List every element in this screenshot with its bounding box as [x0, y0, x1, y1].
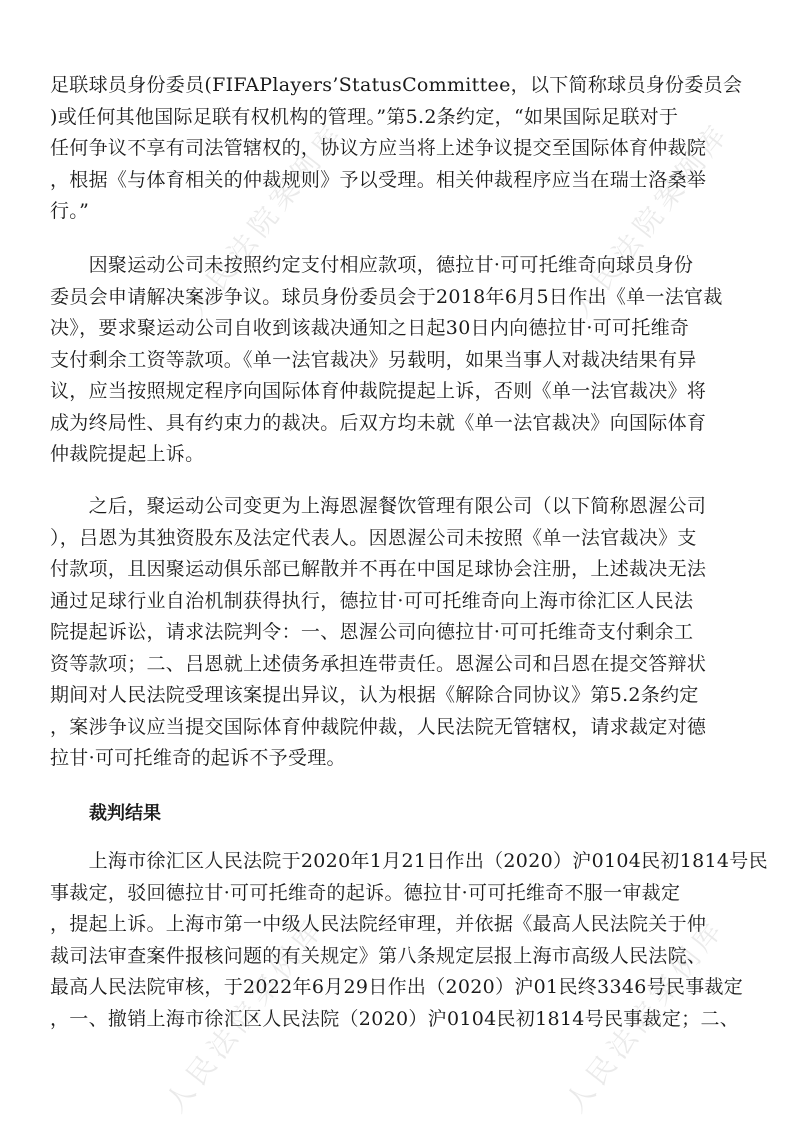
text-line: 之后，聚运动公司变更为上海恩渥餐饮管理有限公司（以下简称恩渥公司	[50, 495, 707, 517]
text-line: 最高人民法院审核，于2022年6月29日作出（2020）沪01民终3346号民事裁定	[50, 976, 744, 998]
text-line: 行。”	[50, 200, 90, 222]
text-line: 通过足球行业自治机制获得执行，德拉甘·可可托维奇向上海市徐汇区人民法	[50, 589, 694, 612]
text-line: 成为终局性、具有约束力的裁决。后双方均未就《单一法官裁决》向国际体育	[50, 411, 707, 434]
text-line: 院提起诉讼，请求法院判令：一、恩渥公司向德拉甘·可可托维奇支付剩余工	[50, 621, 694, 643]
text-line: 付款项，且因聚运动俱乐部已解散并不再在中国足球协会注册，上述裁决无法	[50, 558, 707, 580]
watermark-text: 人民法院案例库	[558, 910, 732, 1119]
text-line: 任何争议不享有司法管辖权的，协议方应当将上述争议提交至国际体育仲裁院	[50, 137, 707, 159]
watermark-text: 人民法院案例库	[563, 115, 737, 324]
text-line: 委员会申请解决案涉争议。球员身份委员会于2018年6月5日作出《单一法官裁	[50, 285, 723, 308]
text-line: 仲裁院提起上诉。	[50, 443, 205, 465]
paragraph	[50, 491, 730, 775]
text-line: ，提起上诉。上海市第一中级人民法院经审理，并依据《最高人民法院关于仲	[50, 913, 707, 935]
text-line: ，根据《与体育相关的仲裁规则》予以受理。相关仲裁程序应当在瑞士洛桑举	[50, 168, 707, 191]
text-line: 事裁定，驳回德拉甘·可可托维奇的起诉。德拉甘·可可托维奇不服一审裁定	[50, 881, 681, 904]
text-line: 资等款项；二、吕恩就上述债务承担连带责任。恩渥公司和吕恩在提交答辩状	[50, 652, 707, 675]
text-line: 支付剩余工资等款项。《单一法官裁决》另载明，如果当事人对裁决结果有异	[50, 348, 697, 371]
watermark-text: 人民法院案例库	[178, 115, 352, 324]
text-line: 上海市徐汇区人民法院于2020年1月21日作出（2020）沪0104民初1814号民	[50, 850, 768, 872]
text-line: 决》，要求聚运动公司自收到该裁决通知之日起30日内向德拉甘·可可托维奇	[50, 317, 690, 339]
paragraph	[50, 846, 768, 1035]
paragraph	[50, 70, 743, 228]
text-line: ），吕恩为其独资股东及法定代表人。因恩渥公司未按照《单一法官裁决》支	[50, 526, 697, 549]
text-line: 拉甘·可可托维奇的起诉不予受理。	[50, 747, 346, 769]
text-line: 足联球员身份委员(FIFAPlayers’StatusCommittee，以下简称球员身份委员会	[50, 74, 743, 96]
text-line: ，一、撤销上海市徐汇区人民法院（2020）沪0104民初1814号民事裁定；二、	[50, 1007, 740, 1030]
text-line: 期间对人民法院受理该案提出异议，认为根据《解除合同协议》第5.2条约定	[50, 684, 699, 706]
watermark-text: 人民法院案例库	[158, 910, 332, 1119]
text-line: 议，应当按照规定程序向国际体育仲裁院提起上诉，否则《单一法官裁决》将	[50, 380, 707, 402]
text-line: ，案涉争议应当提交国际体育仲裁院仲裁，人民法院无管辖权，请求裁定对德	[50, 715, 707, 738]
paragraph	[50, 250, 730, 471]
text-line: 裁司法审查案件报核问题的有关规定》第八条规定层报上海市高级人民法院、	[50, 944, 707, 967]
text-line: 因聚运动公司未按照约定支付相应款项，德拉甘·可可托维奇向球员身份	[50, 254, 694, 276]
section-heading: 裁判结果	[89, 803, 161, 824]
text-line: )或任何其他国际足联有权机构的管理。”第5.2条约定，“如果国际足联对于	[50, 105, 679, 128]
